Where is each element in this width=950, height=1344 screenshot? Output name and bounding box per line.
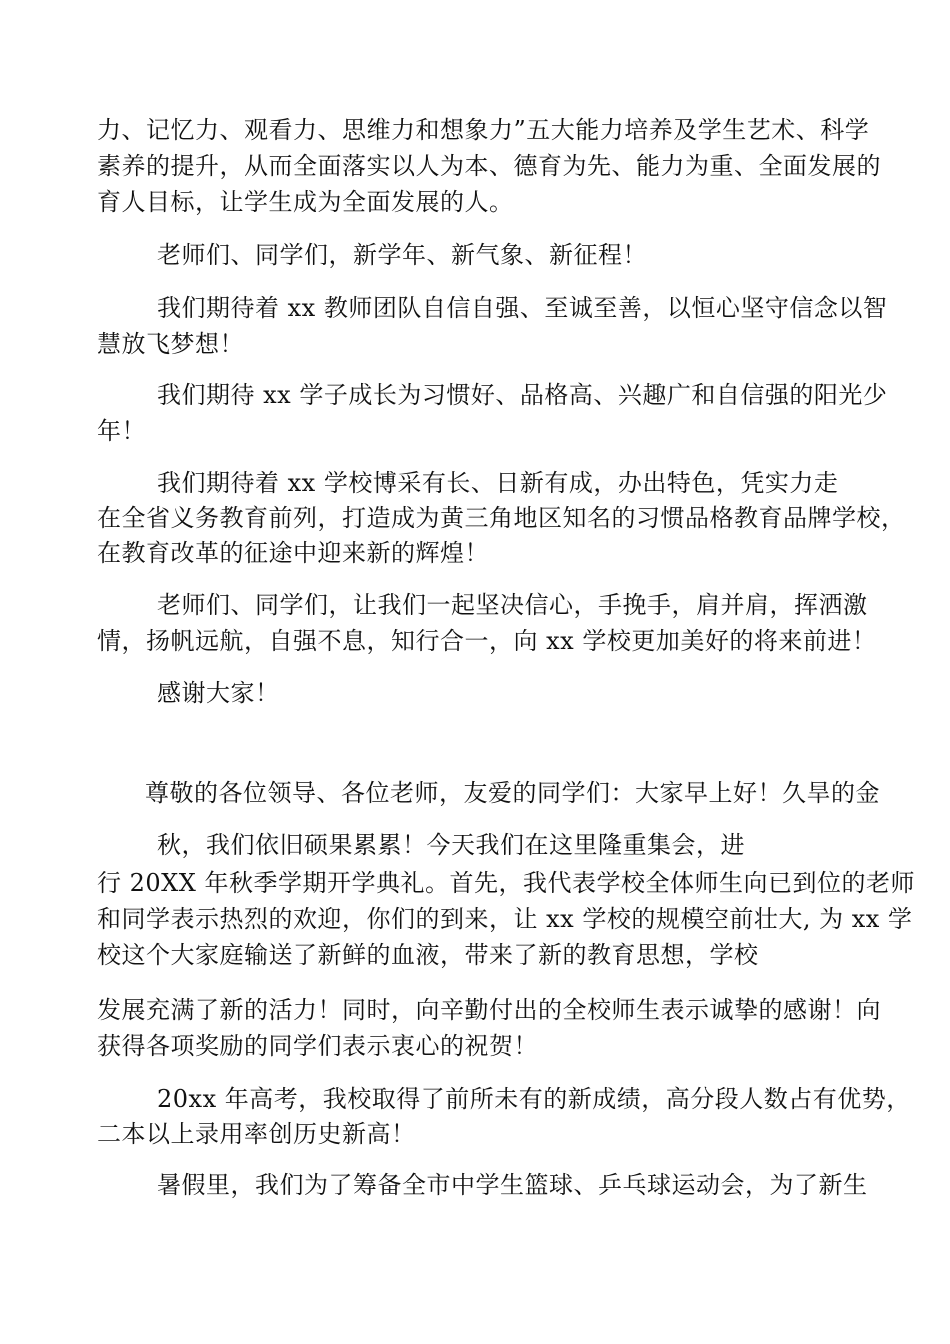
text-line: 尊敬的各位领导、各位老师，友爱的同学们：大家早上好！久旱的金	[145, 779, 880, 807]
text-line: 校这个大家庭输送了新鲜的血液，带来了新的教育思想，学校	[97, 941, 759, 969]
text-line: 我们期待着 xx 教师团队自信自强、至诚至善，以恒心坚守信念以智	[157, 294, 888, 322]
text-line: 育人目标，让学生成为全面发展的人。	[97, 188, 514, 216]
text-line: 感谢大家！	[157, 679, 280, 707]
text-line: 在教育改革的征途中迎来新的辉煌！	[97, 539, 489, 567]
text-line: 素养的提升，从而全面落实以人为本、德育为先、能力为重、全面发展的	[97, 152, 881, 180]
text-line: 我们期待 xx 学子成长为习惯好、品格高、兴趣广和自信强的阳光少	[157, 381, 888, 409]
text-line: 二本以上录用率创历史新高！	[97, 1120, 416, 1148]
text-line: 获得各项奖励的同学们表示衷心的祝贺！	[97, 1032, 538, 1060]
text-line: 秋，我们依旧硕果累累！今天我们在这里隆重集会，进	[157, 831, 745, 859]
text-line: 年！	[97, 417, 146, 445]
text-line: 20xx 年高考，我校取得了前所未有的新成绩，高分段人数占有优势，	[157, 1085, 911, 1113]
text-line: 慧放飞梦想！	[97, 330, 244, 358]
text-line: 老师们、同学们，让我们一起坚决信心，手挽手，肩并肩，挥洒激	[157, 591, 868, 619]
text-line: 暑假里，我们为了筹备全市中学生篮球、乒乓球运动会，为了新生	[157, 1171, 868, 1199]
text-line: 老师们、同学们，新学年、新气象、新征程！	[157, 241, 647, 269]
text-line: 行 20XX 年秋季学期开学典礼。首先，我代表学校全体师生向已到位的老师	[97, 869, 915, 897]
text-line: 和同学表示热烈的欢迎，你们的到来，让 xx 学校的规模空前壮大, 为 xx 学	[97, 905, 913, 933]
text-line: 力、记忆力、观看力、思维力和想象力”五大能力培养及学生艺术、科学	[97, 116, 870, 144]
text-line: 发展充满了新的活力！同时，向辛勤付出的全校师生表示诚挚的感谢！向	[97, 996, 881, 1024]
text-line: 我们期待着 xx 学校博采有长、日新有成，办出特色，凭实力走	[157, 469, 839, 497]
text-line: 在全省义务教育前列，打造成为黄三角地区知名的习惯品格教育品牌学校，	[97, 504, 906, 532]
text-line: 情，扬帆远航，自强不息，知行合一，向 xx 学校更加美好的将来前进！	[97, 627, 877, 655]
